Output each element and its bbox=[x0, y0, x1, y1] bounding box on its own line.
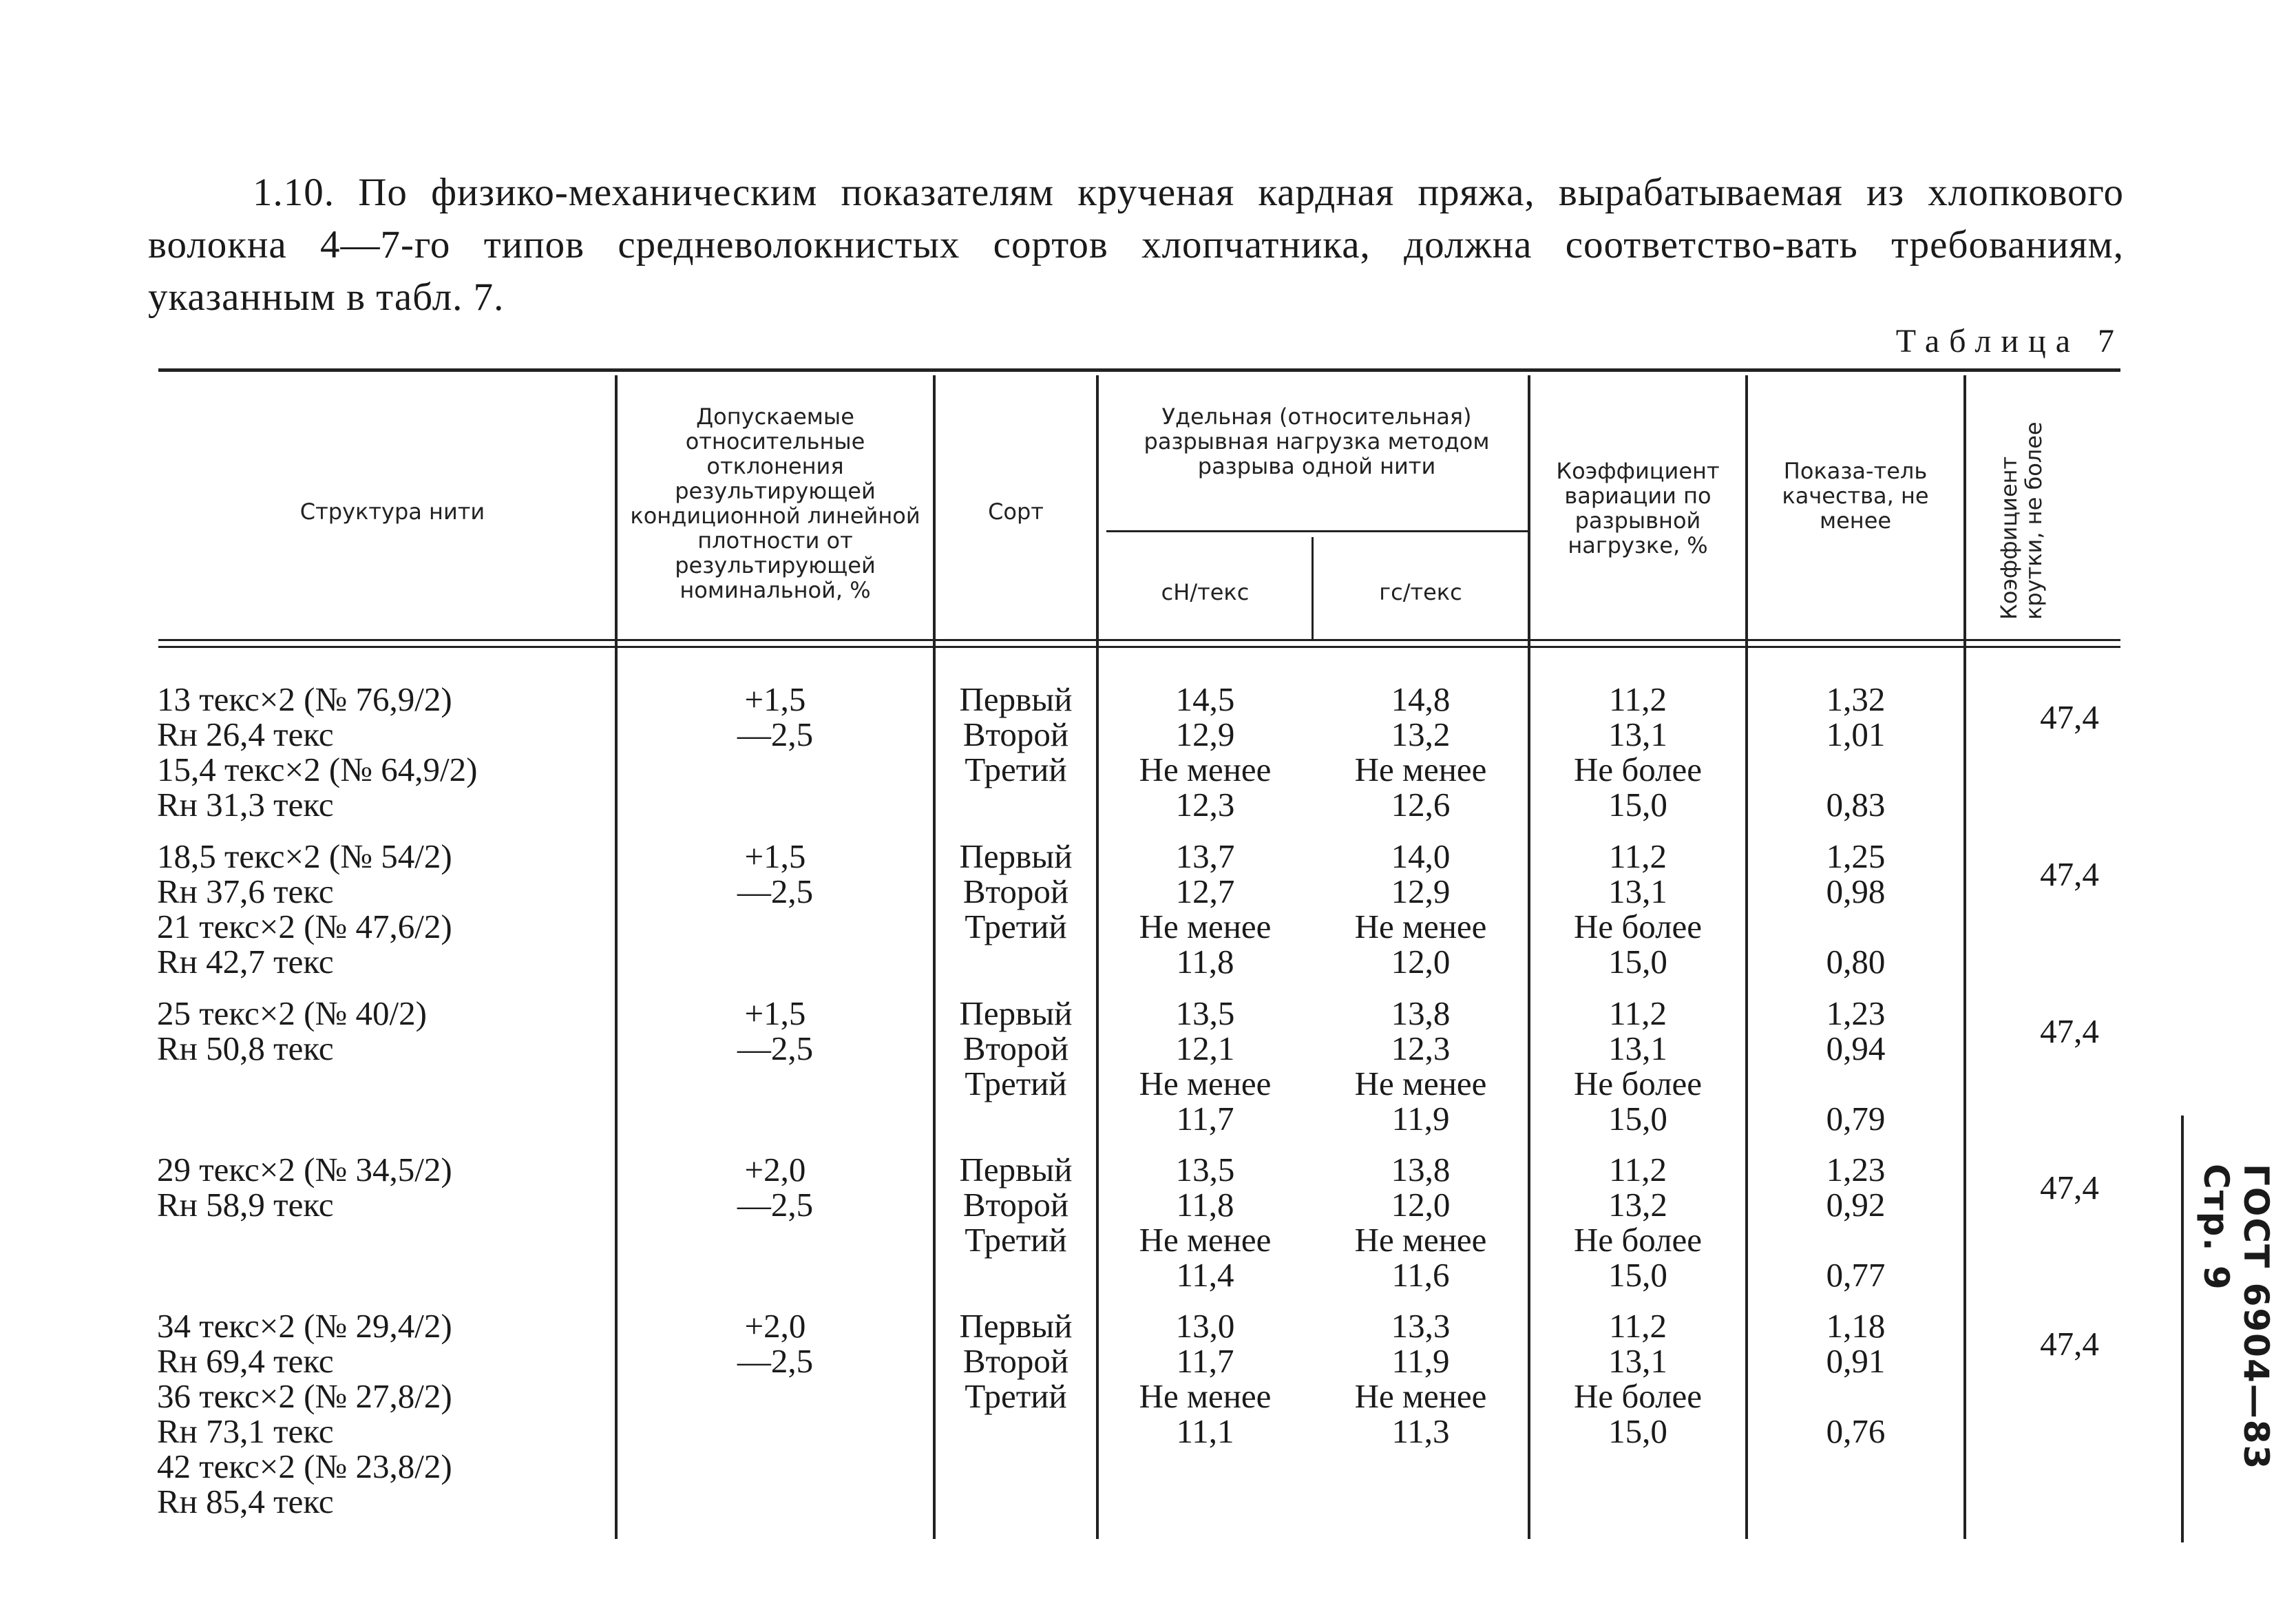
variation-cell: Не более bbox=[1573, 751, 1703, 788]
grade-cell: Первый bbox=[959, 1307, 1073, 1345]
structure-cell: Rн 85,4 текс bbox=[157, 1483, 334, 1520]
gs-cell: 12,0 bbox=[1391, 943, 1451, 981]
cn-cell: 13,5 bbox=[1175, 1151, 1235, 1189]
grade-cell: Второй bbox=[962, 1186, 1069, 1224]
variation-cell: 15,0 bbox=[1608, 786, 1667, 824]
structure-cell: Rн 50,8 текс bbox=[157, 1029, 334, 1067]
variation-cell: 13,1 bbox=[1608, 1342, 1667, 1380]
deviation-cell: —2,5 bbox=[737, 1029, 814, 1067]
cn-cell: Не менее bbox=[1139, 751, 1272, 788]
load-subrule bbox=[1106, 530, 1528, 532]
deviation-cell: +1,5 bbox=[744, 994, 806, 1032]
twist-cell: 47,4 bbox=[2040, 698, 2099, 736]
cn-cell: 11,8 bbox=[1176, 1186, 1234, 1224]
variation-cell: Не более bbox=[1573, 908, 1703, 945]
deviation-cell: —2,5 bbox=[737, 1342, 814, 1380]
gs-cell: 11,3 bbox=[1391, 1412, 1450, 1450]
gs-cell: 13,2 bbox=[1391, 715, 1451, 753]
variation-cell: 13,1 bbox=[1608, 872, 1667, 910]
deviation-cell: +1,5 bbox=[744, 837, 806, 875]
variation-cell: 15,0 bbox=[1608, 943, 1667, 981]
quality-cell: 1,25 bbox=[1826, 837, 1886, 875]
quality-cell: 0,83 bbox=[1826, 786, 1886, 824]
twist-cell: 47,4 bbox=[2040, 1168, 2099, 1206]
twist-cell: 47,4 bbox=[2040, 855, 2099, 893]
gs-cell: 13,3 bbox=[1391, 1307, 1451, 1345]
header-cn: сН/текс bbox=[1161, 579, 1250, 605]
intro-text: 1.10. По физико-механическим показателям крученая кардная пряжа, вырабатываемая из хлопкового волокна 4—7-го типов средневолокнистых сортов хлопчатника, должна соответство-вать требованиям, указанным в табл. 7. bbox=[148, 171, 2124, 319]
header-load: Удельная (относительная) разрывная нагрузка методом разрыва одной нити bbox=[1144, 404, 1490, 479]
gs-cell: 12,6 bbox=[1391, 786, 1451, 824]
grade-cell: Второй bbox=[962, 872, 1069, 910]
gs-cell: 12,0 bbox=[1391, 1186, 1451, 1224]
cn-cell: 12,9 bbox=[1175, 715, 1235, 753]
quality-cell: 1,01 bbox=[1826, 715, 1886, 753]
intro-paragraph bbox=[148, 167, 2124, 324]
variation-cell: 11,2 bbox=[1609, 994, 1667, 1032]
quality-cell: 0,79 bbox=[1826, 1100, 1886, 1138]
table-caption: Таблица 7 bbox=[1895, 323, 2124, 359]
header-structure: Структура нити bbox=[299, 499, 485, 525]
cn-cell: Не менее bbox=[1139, 908, 1272, 945]
variation-cell: 13,1 bbox=[1608, 715, 1667, 753]
variation-cell: 15,0 bbox=[1608, 1256, 1667, 1294]
quality-cell: 1,32 bbox=[1826, 680, 1886, 718]
cn-cell: 12,1 bbox=[1175, 1029, 1235, 1067]
deviation-cell: +2,0 bbox=[744, 1307, 806, 1345]
gs-cell: Не менее bbox=[1354, 1221, 1487, 1259]
quality-cell: 0,91 bbox=[1826, 1342, 1886, 1380]
grade-cell: Третий bbox=[965, 908, 1067, 945]
quality-cell: 1,23 bbox=[1826, 1151, 1886, 1189]
structure-cell: Rн 69,4 текс bbox=[157, 1342, 334, 1380]
deviation-cell: —2,5 bbox=[737, 715, 814, 753]
header-deviation: Допускаемые относительные отклонения результирующей кондиционной линейной плотности от результирующей номинальной, % bbox=[630, 404, 920, 603]
structure-cell: 25 текс×2 (№ 40/2) bbox=[157, 994, 427, 1032]
grade-cell: Первый bbox=[959, 994, 1073, 1032]
grade-cell: Первый bbox=[959, 680, 1073, 718]
quality-cell: 0,98 bbox=[1826, 872, 1886, 910]
header-gs: гс/текс bbox=[1379, 579, 1462, 605]
deviation-cell: —2,5 bbox=[737, 1186, 814, 1224]
cn-cell: 11,7 bbox=[1176, 1100, 1234, 1138]
cn-cell: 14,5 bbox=[1175, 680, 1235, 718]
twist-cell: 47,4 bbox=[2040, 1324, 2099, 1363]
header-grade: Сорт bbox=[988, 499, 1044, 525]
cn-cell: Не менее bbox=[1139, 1377, 1272, 1415]
gs-cell: 13,8 bbox=[1391, 1151, 1451, 1189]
twist-cell: 47,4 bbox=[2040, 1012, 2099, 1050]
quality-cell: 0,80 bbox=[1826, 943, 1886, 981]
header-twist: Коэффициент крутки, не более bbox=[1996, 421, 2047, 620]
structure-cell: 15,4 текс×2 (№ 64,9/2) bbox=[157, 751, 478, 788]
variation-cell: 15,0 bbox=[1608, 1412, 1667, 1450]
header-variation: Коэффициент вариации по разрывной нагрузке, % bbox=[1556, 458, 1720, 558]
grade-cell: Первый bbox=[959, 837, 1073, 875]
structure-cell: Rн 26,4 текс bbox=[157, 715, 334, 753]
structure-cell: Rн 58,9 текс bbox=[157, 1186, 334, 1224]
quality-cell: 0,76 bbox=[1826, 1412, 1886, 1450]
cn-cell: Не менее bbox=[1139, 1065, 1272, 1102]
cn-cell: 11,1 bbox=[1176, 1412, 1234, 1450]
gs-cell: 11,9 bbox=[1391, 1100, 1450, 1138]
cn-cell: 13,5 bbox=[1175, 994, 1235, 1032]
cn-cell: Не менее bbox=[1139, 1221, 1272, 1259]
quality-cell: 0,77 bbox=[1826, 1256, 1886, 1294]
quality-cell: 0,94 bbox=[1826, 1029, 1886, 1067]
cn-cell: 11,4 bbox=[1176, 1256, 1234, 1294]
structure-cell: 13 текс×2 (№ 76,9/2) bbox=[157, 680, 452, 718]
structure-cell: 18,5 текс×2 (№ 54/2) bbox=[157, 837, 452, 875]
grade-cell: Первый bbox=[959, 1151, 1073, 1189]
grade-cell: Второй bbox=[962, 715, 1069, 753]
cn-cell: 11,8 bbox=[1176, 943, 1234, 981]
variation-cell: 11,2 bbox=[1609, 680, 1667, 718]
structure-cell: 29 текс×2 (№ 34,5/2) bbox=[157, 1151, 452, 1189]
cn-cell: 13,7 bbox=[1175, 837, 1235, 875]
cn-cell: 12,7 bbox=[1175, 872, 1235, 910]
gs-cell: 14,8 bbox=[1391, 680, 1451, 718]
gs-cell: Не менее bbox=[1354, 751, 1487, 788]
grade-cell: Третий bbox=[965, 1221, 1067, 1259]
variation-cell: 13,2 bbox=[1608, 1186, 1667, 1224]
side-label: ГОСТ 6904—83 Стр. 9 bbox=[2196, 1164, 2276, 1471]
deviation-cell: +1,5 bbox=[744, 680, 806, 718]
variation-cell: Не более bbox=[1573, 1221, 1703, 1259]
gs-cell: Не менее bbox=[1354, 908, 1487, 945]
variation-cell: Не более bbox=[1573, 1065, 1703, 1102]
structure-cell: Rн 73,1 текс bbox=[157, 1412, 334, 1450]
structure-cell: 42 текс×2 (№ 23,8/2) bbox=[157, 1447, 452, 1485]
header-quality: Показа-тель качества, не менее bbox=[1782, 458, 1929, 534]
cn-cell: 12,3 bbox=[1175, 786, 1235, 824]
col-divider-7 bbox=[1963, 375, 1966, 1539]
gs-cell: Не менее bbox=[1354, 1377, 1487, 1415]
cn-cell: 11,7 bbox=[1176, 1342, 1234, 1380]
gs-cell: 12,3 bbox=[1391, 1029, 1451, 1067]
grade-cell: Второй bbox=[962, 1029, 1069, 1067]
variation-cell: 15,0 bbox=[1608, 1100, 1667, 1138]
variation-cell: 11,2 bbox=[1609, 1307, 1667, 1345]
grade-cell: Третий bbox=[965, 751, 1067, 788]
gs-cell: 13,8 bbox=[1391, 994, 1451, 1032]
gs-cell: 11,6 bbox=[1391, 1256, 1450, 1294]
gs-cell: 11,9 bbox=[1391, 1342, 1450, 1380]
header-rule-2 bbox=[158, 646, 2120, 648]
table-top-rule bbox=[158, 368, 2120, 372]
structure-cell: 36 текс×2 (№ 27,8/2) bbox=[157, 1377, 452, 1415]
gs-cell: 14,0 bbox=[1391, 837, 1451, 875]
variation-cell: 13,1 bbox=[1608, 1029, 1667, 1067]
grade-cell: Третий bbox=[965, 1377, 1067, 1415]
grade-cell: Третий bbox=[965, 1065, 1067, 1102]
variation-cell: 11,2 bbox=[1609, 837, 1667, 875]
side-rule bbox=[2181, 1116, 2184, 1542]
grade-cell: Второй bbox=[962, 1342, 1069, 1380]
variation-cell: Не более bbox=[1573, 1377, 1703, 1415]
variation-cell: 11,2 bbox=[1609, 1151, 1667, 1189]
gs-cell: Не менее bbox=[1354, 1065, 1487, 1102]
quality-cell: 1,18 bbox=[1826, 1307, 1886, 1345]
header-rule-1 bbox=[158, 639, 2120, 641]
gs-cell: 12,9 bbox=[1391, 872, 1451, 910]
cn-cell: 13,0 bbox=[1175, 1307, 1235, 1345]
quality-cell: 1,23 bbox=[1826, 994, 1886, 1032]
structure-cell: 21 текс×2 (№ 47,6/2) bbox=[157, 908, 452, 945]
structure-cell: Rн 42,7 текс bbox=[157, 943, 334, 981]
deviation-cell: +2,0 bbox=[744, 1151, 806, 1189]
deviation-cell: —2,5 bbox=[737, 872, 814, 910]
structure-cell: 34 текс×2 (№ 29,4/2) bbox=[157, 1307, 452, 1345]
structure-cell: Rн 37,6 текс bbox=[157, 872, 334, 910]
structure-cell: Rн 31,3 текс bbox=[157, 786, 334, 824]
quality-cell: 0,92 bbox=[1826, 1186, 1886, 1224]
